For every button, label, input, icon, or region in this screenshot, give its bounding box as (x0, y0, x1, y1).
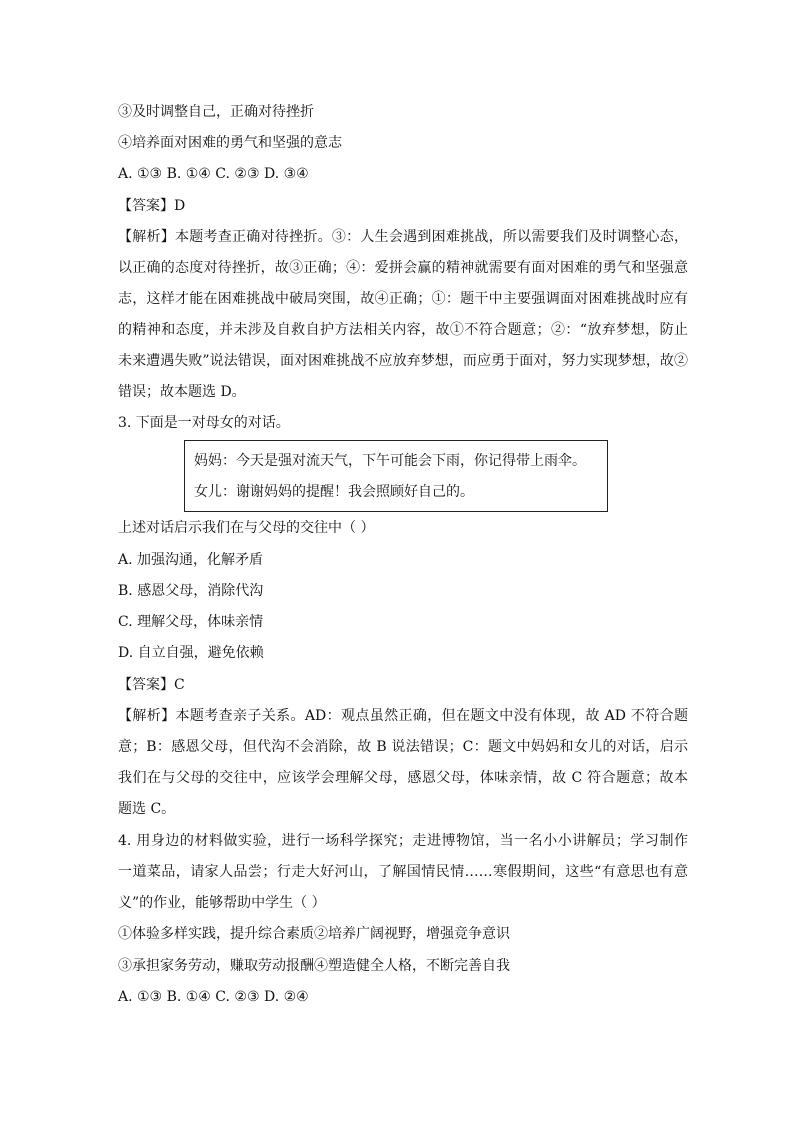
q4-stem-line: 义”的作业，能够帮助中学生（ ） (118, 895, 326, 911)
q4-options-line-2: ③承担家务劳动，赚取劳动报酬④塑造健全人格，不断完善自我 (118, 958, 510, 974)
q3-stem: 3. 下面是一对母女的对话。 (118, 415, 290, 431)
dialog-box (184, 440, 608, 512)
q2-analysis-line: 的精神和态度，并未涉及自救自护方法相关内容，故①不符合题意；②：“放弃梦想，防止 (118, 322, 688, 338)
q2-choices: A. ①③ B. ①④ C. ②③ D. ③④ (118, 166, 309, 182)
q2-analysis-line: 以正确的态度对待挫折，故③正确；④：爱拼会赢的精神就需要有面对困难的勇气和坚强意 (118, 260, 688, 276)
q3-option-c: C. 理解父母，体味亲情 (118, 614, 264, 630)
q4-stem-line: 4. 用身边的材料做实验，进行一场科学探究；走进博物馆，当一名小小讲解员；学习制作 (118, 833, 688, 849)
dialog-mom: 妈妈：今天是强对流天气，下午可能会下雨，你记得带上雨伞。 (194, 453, 586, 469)
q3-option-d: D. 自立自强，避免依赖 (118, 645, 264, 661)
q4-stem-line: 一道菜品，请家人品尝；行走大好河山，了解国情民情……寒假期间，这些“有意思也有意 (118, 864, 688, 880)
q2-analysis-line: 志，这样才能在困难挑战中破局突围，故④正确；①：题干中主要强调面对困难挑战时应有 (118, 291, 688, 307)
q2-answer: 【答案】D (118, 198, 186, 214)
q2-analysis-line: 未来遭遇失败”说法错误，面对困难挑战不应放弃梦想，而应勇于面对，努力实现梦想，故② (118, 353, 688, 369)
q4-choices: A. ①③ B. ①④ C. ②③ D. ②④ (118, 989, 309, 1005)
q3-question: 上述对话启示我们在与父母的交往中（ ） (118, 520, 375, 536)
q2-analysis-line: 错误；故本题选 D。 (118, 384, 246, 400)
q2-option-4: ④培养面对困难的勇气和坚强的意志 (118, 135, 342, 151)
q3-option-b: B. 感恩父母，消除代沟 (118, 583, 264, 599)
q3-answer: 【答案】C (118, 677, 185, 693)
q2-option-3: ③及时调整自己，正确对待挫折 (118, 104, 314, 120)
q2-analysis-line: 【解析】本题考查正确对待挫折。③：人生会遇到困难挑战，所以需要我们及时调整心态， (118, 229, 688, 245)
q3-analysis-line: 题选 C。 (118, 801, 176, 817)
q3-analysis-line: 我们在与父母的交往中，应该学会理解父母，感恩父母，体味亲情，故 C 符合题意；故本 (118, 770, 688, 786)
q4-options-line-1: ①体验多样实践，提升综合素质②培养广阔视野，增强竞争意识 (118, 926, 510, 942)
q3-option-a: A. 加强沟通，化解矛盾 (118, 552, 264, 568)
dialog-daughter: 女儿：谢谢妈妈的提醒！我会照顾好自己的。 (194, 484, 474, 500)
q3-analysis-line: 意；B：感恩父母，但代沟不会消除，故 B 说法错误；C：题文中妈妈和女儿的对话，启示 (118, 739, 688, 755)
q3-analysis-line: 【解析】本题考查亲子关系。AD：观点虽然正确，但在题文中没有体现，故 AD 不符合题 (118, 708, 688, 724)
